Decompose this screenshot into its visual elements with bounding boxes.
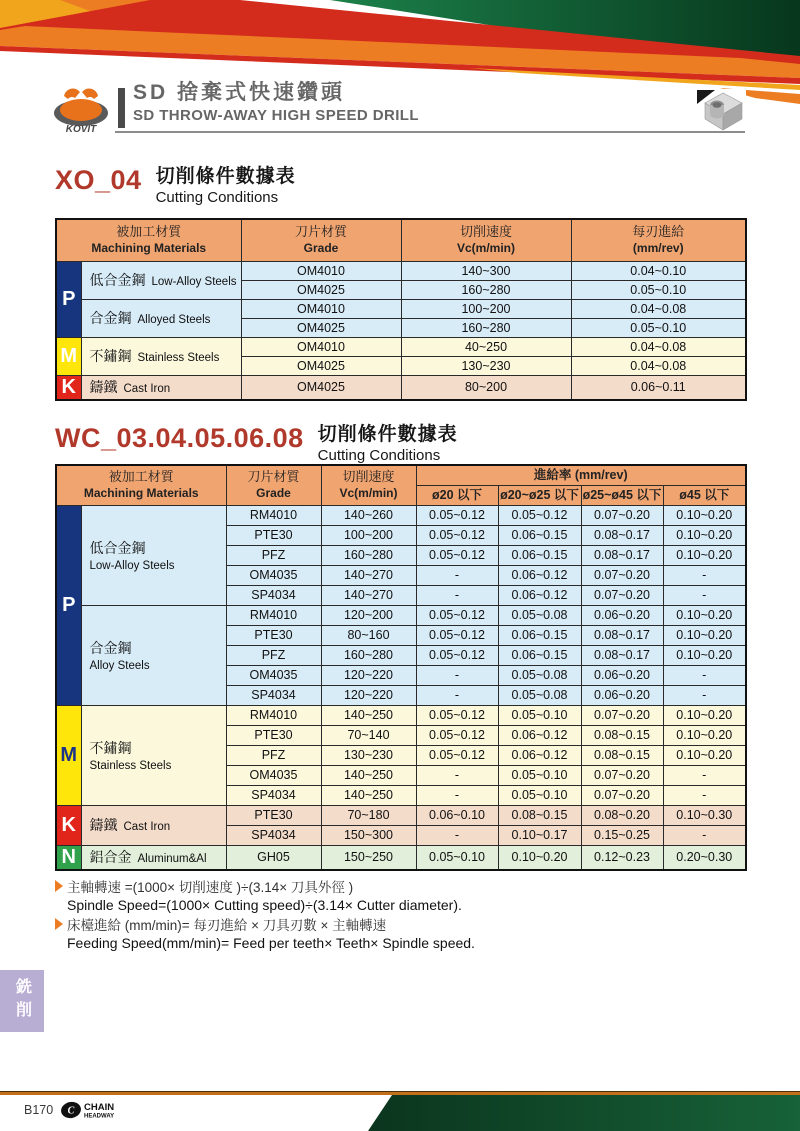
value-cell: 0.08~0.15 bbox=[581, 725, 663, 745]
value-cell: 0.05~0.10 bbox=[571, 280, 746, 299]
svg-text:C: C bbox=[67, 1105, 75, 1117]
grade-cell: OM4025 bbox=[241, 375, 401, 400]
material-cell: 低合金鋼 Low-Alloy Steels bbox=[81, 261, 241, 299]
feed-rate-group-header: 進給率 (mm/rev) bbox=[416, 465, 746, 485]
material-cell: 鋁合金 Aluminum&Al bbox=[81, 845, 226, 870]
iso-class-cell: K bbox=[56, 375, 81, 400]
value-cell: 140~250 bbox=[321, 705, 416, 725]
value-cell: 140~250 bbox=[321, 765, 416, 785]
table-row bbox=[56, 375, 746, 400]
value-cell: 0.06~0.15 bbox=[498, 525, 581, 545]
table-row bbox=[56, 805, 746, 825]
header-rule bbox=[115, 131, 745, 133]
value-cell: 0.10~0.30 bbox=[663, 805, 746, 825]
value-cell: 0.07~0.20 bbox=[581, 705, 663, 725]
grade-cell: OM4035 bbox=[226, 765, 321, 785]
value-cell: 0.05~0.12 bbox=[416, 545, 498, 565]
grade-cell: RM4010 bbox=[226, 605, 321, 625]
grade-cell: OM4010 bbox=[241, 299, 401, 318]
section-heading-wc bbox=[55, 425, 458, 464]
value-cell: 0.05~0.10 bbox=[498, 785, 581, 805]
note-feeding-en: Feeding Speed(mm/min)= Feed per teeth× Teeth× Spindle speed. bbox=[67, 934, 475, 951]
value-cell: 0.05~0.12 bbox=[416, 505, 498, 525]
value-cell: 0.20~0.30 bbox=[663, 845, 746, 870]
value-cell: 0.06~0.15 bbox=[498, 625, 581, 645]
value-cell: 0.10~0.20 bbox=[663, 545, 746, 565]
value-cell: 0.06~0.12 bbox=[498, 565, 581, 585]
grade-cell: PTE30 bbox=[226, 525, 321, 545]
value-cell: 0.05~0.12 bbox=[416, 705, 498, 725]
grade-cell: OM4025 bbox=[241, 318, 401, 337]
grade-cell: OM4025 bbox=[241, 280, 401, 299]
section-title-zh: 切削條件數據表 bbox=[155, 166, 296, 187]
value-cell: 0.05~0.10 bbox=[571, 318, 746, 337]
value-cell: 150~300 bbox=[321, 825, 416, 845]
value-cell: 160~280 bbox=[401, 280, 571, 299]
value-cell: 0.08~0.17 bbox=[581, 525, 663, 545]
value-cell: 0.08~0.20 bbox=[581, 805, 663, 825]
value-cell: - bbox=[416, 665, 498, 685]
value-cell: 0.08~0.15 bbox=[498, 805, 581, 825]
value-cell: 40~250 bbox=[401, 337, 571, 356]
section-title-en: Cutting Conditions bbox=[317, 446, 441, 464]
model-code: XO_04 bbox=[55, 165, 142, 195]
value-cell: - bbox=[416, 825, 498, 845]
cutting-conditions-table-xo04 bbox=[55, 218, 747, 401]
section-title-zh: 切削條件數據表 bbox=[317, 424, 458, 445]
value-cell: 70~140 bbox=[321, 725, 416, 745]
value-cell: 140~250 bbox=[321, 785, 416, 805]
value-cell: 160~280 bbox=[321, 645, 416, 665]
value-cell: 0.10~0.20 bbox=[663, 725, 746, 745]
value-cell: 0.08~0.17 bbox=[581, 545, 663, 565]
value-cell: 0.10~0.20 bbox=[663, 605, 746, 625]
grade-cell: OM4010 bbox=[241, 337, 401, 356]
value-cell: 0.05~0.08 bbox=[498, 605, 581, 625]
page-title-en: SD THROW-AWAY HIGH SPEED DRILL bbox=[133, 107, 419, 125]
cutting-conditions-xo04 bbox=[55, 218, 747, 401]
title-divider-bar bbox=[118, 88, 125, 128]
value-cell: 0.04~0.08 bbox=[571, 299, 746, 318]
grade-cell: RM4010 bbox=[226, 505, 321, 525]
value-cell: 130~230 bbox=[401, 356, 571, 375]
value-cell: 0.05~0.10 bbox=[416, 845, 498, 870]
value-cell: 0.07~0.20 bbox=[581, 765, 663, 785]
value-cell: 0.15~0.25 bbox=[581, 825, 663, 845]
grade-cell: PFZ bbox=[226, 645, 321, 665]
value-cell: 0.05~0.12 bbox=[416, 725, 498, 745]
value-cell: 0.05~0.12 bbox=[416, 745, 498, 765]
value-cell: 100~200 bbox=[401, 299, 571, 318]
value-cell: 0.07~0.20 bbox=[581, 785, 663, 805]
grade-cell: OM4035 bbox=[226, 565, 321, 585]
value-cell: - bbox=[663, 825, 746, 845]
value-cell: 0.05~0.12 bbox=[416, 625, 498, 645]
column-header: 被加工材質 Machining Materials bbox=[56, 465, 226, 505]
value-cell: 0.10~0.20 bbox=[663, 505, 746, 525]
value-cell: 0.06~0.12 bbox=[498, 725, 581, 745]
value-cell: 140~270 bbox=[321, 565, 416, 585]
value-cell: 0.10~0.20 bbox=[663, 525, 746, 545]
iso-class-cell: P bbox=[56, 505, 81, 705]
value-cell: - bbox=[416, 685, 498, 705]
value-cell: 0.05~0.10 bbox=[498, 765, 581, 785]
grade-cell: SP4034 bbox=[226, 825, 321, 845]
svg-text:CHAIN: CHAIN bbox=[84, 1102, 115, 1113]
column-header: 每刃進給 (mm/rev) bbox=[571, 219, 746, 261]
value-cell: - bbox=[663, 565, 746, 585]
material-cell: 不鏽鋼 Stainless Steels bbox=[81, 337, 241, 375]
note-spindle-en: Spindle Speed=(1000× Cutting speed)÷(3.14× Cutter diameter). bbox=[67, 896, 462, 913]
feed-sub-header: ø25~ø45 以下 bbox=[581, 485, 663, 505]
iso-class-cell: M bbox=[56, 705, 81, 805]
material-cell: 合金鋼 Alloy Steels bbox=[81, 605, 226, 705]
value-cell: 0.07~0.20 bbox=[581, 585, 663, 605]
grade-cell: OM4025 bbox=[241, 356, 401, 375]
value-cell: - bbox=[416, 565, 498, 585]
value-cell: 0.06~0.11 bbox=[571, 375, 746, 400]
column-header: 切削速度 Vc(m/min) bbox=[321, 465, 416, 505]
sidebar-tab-milling[interactable]: 銑削 bbox=[0, 970, 44, 1032]
value-cell: - bbox=[663, 665, 746, 685]
iso-class-cell: P bbox=[56, 261, 81, 337]
value-cell: 0.05~0.08 bbox=[498, 685, 581, 705]
value-cell: 0.07~0.20 bbox=[581, 505, 663, 525]
value-cell: 0.08~0.17 bbox=[581, 645, 663, 665]
value-cell: - bbox=[663, 765, 746, 785]
material-cell: 鑄鐵 Cast Iron bbox=[81, 375, 241, 400]
value-cell: 0.05~0.12 bbox=[416, 605, 498, 625]
material-cell: 不鏽鋼 Stainless Steels bbox=[81, 705, 226, 805]
iso-class-cell: N bbox=[56, 845, 81, 870]
grade-cell: SP4034 bbox=[226, 685, 321, 705]
value-cell: 0.12~0.23 bbox=[581, 845, 663, 870]
kovit-logo bbox=[50, 82, 112, 134]
value-cell: 120~200 bbox=[321, 605, 416, 625]
formula-notes bbox=[55, 876, 705, 952]
note-feeding-zh: 床檯進給 (mm/min)= 每刃進給 × 刀具刃數 × 主軸轉速 bbox=[55, 914, 705, 933]
page-header bbox=[50, 82, 750, 134]
value-cell: 160~280 bbox=[401, 318, 571, 337]
value-cell: - bbox=[663, 685, 746, 705]
value-cell: 0.06~0.12 bbox=[498, 585, 581, 605]
table-row bbox=[56, 605, 746, 625]
grade-cell: GH05 bbox=[226, 845, 321, 870]
value-cell: 0.10~0.20 bbox=[663, 705, 746, 725]
value-cell: 0.05~0.12 bbox=[416, 525, 498, 545]
value-cell: - bbox=[663, 785, 746, 805]
value-cell: 0.05~0.08 bbox=[498, 665, 581, 685]
table-row bbox=[56, 505, 746, 525]
table-row bbox=[56, 261, 746, 280]
value-cell: - bbox=[416, 785, 498, 805]
value-cell: 140~270 bbox=[321, 585, 416, 605]
value-cell: 150~250 bbox=[321, 845, 416, 870]
column-header: 切削速度 Vc(m/min) bbox=[401, 219, 571, 261]
grade-cell: PTE30 bbox=[226, 625, 321, 645]
value-cell: 0.10~0.20 bbox=[663, 645, 746, 665]
value-cell: 160~280 bbox=[321, 545, 416, 565]
value-cell: - bbox=[416, 765, 498, 785]
value-cell: 0.04~0.10 bbox=[571, 261, 746, 280]
value-cell: 0.04~0.08 bbox=[571, 356, 746, 375]
material-cell: 鑄鐵 Cast Iron bbox=[81, 805, 226, 845]
grade-cell: PFZ bbox=[226, 545, 321, 565]
value-cell: 0.08~0.15 bbox=[581, 745, 663, 765]
feed-sub-header: ø45 以下 bbox=[663, 485, 746, 505]
grade-cell: SP4034 bbox=[226, 785, 321, 805]
grade-cell: PTE30 bbox=[226, 805, 321, 825]
cutting-conditions-wc bbox=[55, 464, 747, 871]
value-cell: 0.04~0.08 bbox=[571, 337, 746, 356]
value-cell: 70~180 bbox=[321, 805, 416, 825]
page-number: B170 bbox=[24, 1103, 54, 1117]
table-row bbox=[56, 705, 746, 725]
value-cell: 0.06~0.20 bbox=[581, 665, 663, 685]
material-cell: 合金鋼 Alloyed Steels bbox=[81, 299, 241, 337]
value-cell: 0.05~0.12 bbox=[416, 645, 498, 665]
value-cell: 0.10~0.17 bbox=[498, 825, 581, 845]
column-header: 被加工材質 Machining Materials bbox=[56, 219, 241, 261]
svg-text:HEADWAY: HEADWAY bbox=[84, 1113, 115, 1120]
value-cell: 0.05~0.12 bbox=[498, 505, 581, 525]
value-cell: 0.10~0.20 bbox=[663, 745, 746, 765]
grade-cell: RM4010 bbox=[226, 705, 321, 725]
cutting-conditions-table-wc bbox=[55, 464, 747, 871]
value-cell: 0.07~0.20 bbox=[581, 565, 663, 585]
value-cell: 80~160 bbox=[321, 625, 416, 645]
column-header: 刀片材質 Grade bbox=[241, 219, 401, 261]
value-cell: - bbox=[416, 585, 498, 605]
table-row bbox=[56, 337, 746, 356]
value-cell: 0.10~0.20 bbox=[498, 845, 581, 870]
feed-sub-header: ø20~ø25 以下 bbox=[498, 485, 581, 505]
chain-headway-logo bbox=[60, 1098, 130, 1122]
feed-sub-header: ø20 以下 bbox=[416, 485, 498, 505]
bullet-triangle-icon bbox=[55, 918, 63, 930]
note-spindle-zh: 主軸轉速 =(1000× 切削速度 )÷(3.14× 刀具外徑 ) bbox=[55, 876, 705, 895]
value-cell: 0.06~0.20 bbox=[581, 685, 663, 705]
value-cell: 0.05~0.10 bbox=[498, 705, 581, 725]
value-cell: 130~230 bbox=[321, 745, 416, 765]
iso-class-cell: K bbox=[56, 805, 81, 845]
grade-cell: PTE30 bbox=[226, 725, 321, 745]
page-title-zh: SD 捨棄式快速鑽頭 bbox=[133, 81, 346, 104]
section-title-en: Cutting Conditions bbox=[155, 188, 279, 206]
value-cell: 100~200 bbox=[321, 525, 416, 545]
drill-pocket-icon bbox=[696, 89, 746, 131]
table-row bbox=[56, 845, 746, 870]
value-cell: 120~220 bbox=[321, 685, 416, 705]
value-cell: 0.06~0.20 bbox=[581, 605, 663, 625]
grade-cell: SP4034 bbox=[226, 585, 321, 605]
grade-cell: OM4035 bbox=[226, 665, 321, 685]
bullet-triangle-icon bbox=[55, 880, 63, 892]
material-cell: 低合金鋼 Low-Alloy Steels bbox=[81, 505, 226, 605]
value-cell: - bbox=[663, 585, 746, 605]
value-cell: 80~200 bbox=[401, 375, 571, 400]
table-row bbox=[56, 299, 746, 318]
svg-text:KOVIT: KOVIT bbox=[65, 124, 97, 134]
section-heading-xo04 bbox=[55, 167, 296, 206]
grade-cell: OM4010 bbox=[241, 261, 401, 280]
value-cell: 0.06~0.10 bbox=[416, 805, 498, 825]
value-cell: 0.06~0.15 bbox=[498, 545, 581, 565]
value-cell: 0.08~0.17 bbox=[581, 625, 663, 645]
value-cell: 0.10~0.20 bbox=[663, 625, 746, 645]
value-cell: 120~220 bbox=[321, 665, 416, 685]
value-cell: 140~300 bbox=[401, 261, 571, 280]
value-cell: 140~260 bbox=[321, 505, 416, 525]
model-code: WC_03.04.05.06.08 bbox=[55, 423, 304, 453]
grade-cell: PFZ bbox=[226, 745, 321, 765]
iso-class-cell: M bbox=[56, 337, 81, 375]
value-cell: 0.06~0.15 bbox=[498, 645, 581, 665]
value-cell: 0.06~0.12 bbox=[498, 745, 581, 765]
column-header: 刀片材質 Grade bbox=[226, 465, 321, 505]
